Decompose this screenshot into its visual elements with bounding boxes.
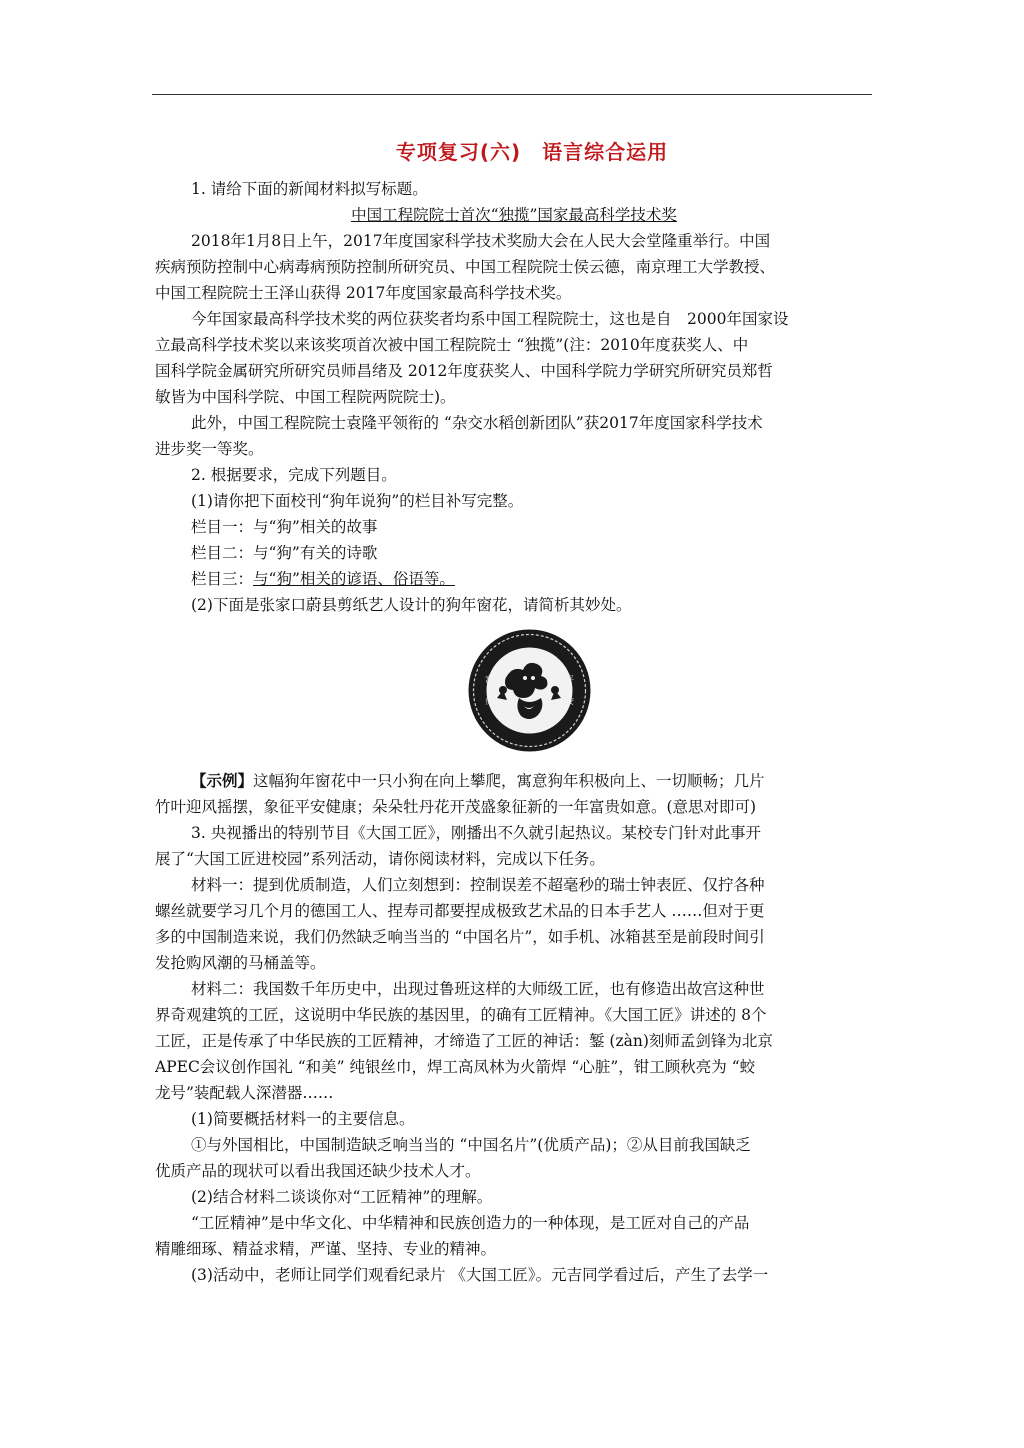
q3-ans1-line2: 优质产品的现状可以看出我国还缺少技术人才。 [155, 1162, 481, 1180]
q2-sub2: (2)下面是张家口蔚县剪纸艺人设计的狗年窗花，请简析其妙处。 [191, 596, 632, 614]
q2-example-text-1: 这幅狗年窗花中一只小狗在向上攀爬，寓意狗年积极向上、一切顺畅；几片 [253, 772, 765, 790]
q2-column-3-prefix: 栏目三： [191, 570, 254, 588]
q3-material2-line5: 龙号”装配载人深潜器…… [155, 1084, 334, 1102]
q3-intro-line1: 3. 央视播出的特别节目《大国工匠》，刚播出不久就引起热议。某校专门针对此事开 [191, 824, 761, 842]
q2-column-3 [155, 566, 873, 592]
q3-material1-line4: 发抢购风潮的马桶盖等。 [155, 954, 326, 972]
q1-para1-line2: 疾病预防控制中心病毒病预防控制所研究员、中国工程院院士侯云德，南京理工大学教授、 [155, 258, 776, 276]
q3-ans2-line1: “工匠精神”是中华文化、中华精神和民族创造力的一种体现，是工匠对自己的产品 [191, 1214, 750, 1232]
q1-para2-line2: 立最高科学技术奖以来该奖项首次被中国工程院院士 “独揽”(注：2010年度获奖人、中 [155, 336, 749, 354]
q1-para2-line1: 今年国家最高科学技术奖的两位获奖者均系中国工程院院士，这也是自 2000年国家设 [191, 310, 789, 328]
q1-headline-text: 中国工程院院士首次“独揽”国家最高科学技术奖 [351, 206, 677, 224]
papercut-figure [155, 628, 873, 760]
q1-para3-line2: 进步奖一等奖。 [155, 440, 264, 458]
q2-example-line1 [155, 768, 873, 794]
q3-material2-line4: APEC会议创作国礼 “和美” 纯银丝巾，焊工高凤林为火箭焊 “心脏”，钳工顾秋亮为 “蛟 [155, 1058, 756, 1076]
q2-column-2: 栏目二：与“狗”有关的诗歌 [191, 544, 378, 562]
header-rule [152, 94, 872, 95]
q1-para1-line1: 2018年1月8日上午，2017年度国家科学技术奖励大会在人民大会堂隆重举行。中国 [191, 232, 771, 250]
q3-sub1: (1)简要概括材料一的主要信息。 [191, 1110, 415, 1128]
q3-material2-line3: 工匠，正是传承了中华民族的工匠精神，才缔造了工匠的神话：錾 (zàn)刻师孟剑锋为北京 [155, 1032, 773, 1050]
q1-headline [155, 202, 873, 228]
papercut-right-char-2: 安 [566, 697, 574, 706]
q3-material1-line1: 材料一：提到优质制造，人们立刻想到：控制误差不超毫秒的瑞士钟表匠、仅拧各种 [191, 876, 765, 894]
q3-material2-line1: 材料二：我国数千年历史中，出现过鲁班这样的大师级工匠，也有修造出故宫这种世 [191, 980, 765, 998]
q3-material2-line2: 界奇观建筑的工匠，这说明中华民族的基因里，的确有工匠精神。《大国工匠》讲述的 8个 [155, 1006, 767, 1024]
q1-para2-line3: 国科学院金属研究所研究员师昌绪及 2012年度获奖人、中国科学院力学研究所研究员郑哲 [155, 362, 773, 380]
q2-sub1: (1)请你把下面校刊“狗年说狗”的栏目补写完整。 [191, 492, 524, 510]
q2-example-line2: 竹叶迎风摇摆，象征平安健康；朵朵牡丹花开茂盛象征新的一年富贵如意。(意思对即可) [155, 798, 757, 816]
papercut-right-char-1: 平 [566, 675, 574, 684]
q1-para3-line1: 此外，中国工程院院士袁隆平领衔的 “杂交水稻创新团队”获2017年度国家科学技术 [191, 414, 763, 432]
q3-sub2: (2)结合材料二谈谈你对“工匠精神”的理解。 [191, 1188, 493, 1206]
q3-material1-line3: 多的中国制造来说，我们仍然缺乏响当当的 “中国名片”，如手机、冰箱甚至是前段时间引 [155, 928, 765, 946]
q3-material1-line2: 螺丝就要学习几个月的德国工人、捏寿司都要捏成极致艺术品的日本手艺人 ……但对于更 [155, 902, 765, 920]
q2-prompt: 2. 根据要求，完成下列题目。 [191, 466, 397, 484]
q1-para2-line4: 敏皆为中国科学院、中国工程院两院院士)。 [155, 388, 456, 406]
page-title: 专项复习(六) 语言综合运用 [395, 140, 669, 164]
q3-ans2-line2: 精雕细琢、精益求精，严谨、坚持、专业的精神。 [155, 1240, 497, 1258]
q3-sub3: (3)活动中，老师让同学们观看纪录片 《大国工匠》。元吉同学看过后，产生了去学一 [191, 1266, 769, 1284]
dog-year-papercut-image [467, 628, 592, 753]
document-body [155, 176, 873, 1288]
q3-intro-line2: 展了“大国工匠进校园”系列活动，请你阅读材料，完成以下任务。 [155, 850, 605, 868]
papercut-left-char-1: 富 [485, 675, 493, 684]
q3-ans1-line1: ①与外国相比，中国制造缺乏响当当的 “中国名片”(优质产品)；②从目前我国缺乏 [191, 1136, 751, 1154]
q1-para1-line3: 中国工程院院士王泽山获得 2017年度国家最高科学技术奖。 [155, 284, 572, 302]
q1-prompt: 1. 请给下面的新闻材料拟写标题。 [191, 180, 428, 198]
papercut-left-char-2: 贵 [485, 697, 493, 706]
q2-column-3-answer: 与“狗”相关的谚语、俗语等。 [253, 570, 455, 588]
q2-example-label: 【示例】 [191, 771, 254, 790]
q2-column-1: 栏目一：与“狗”相关的故事 [191, 518, 378, 536]
